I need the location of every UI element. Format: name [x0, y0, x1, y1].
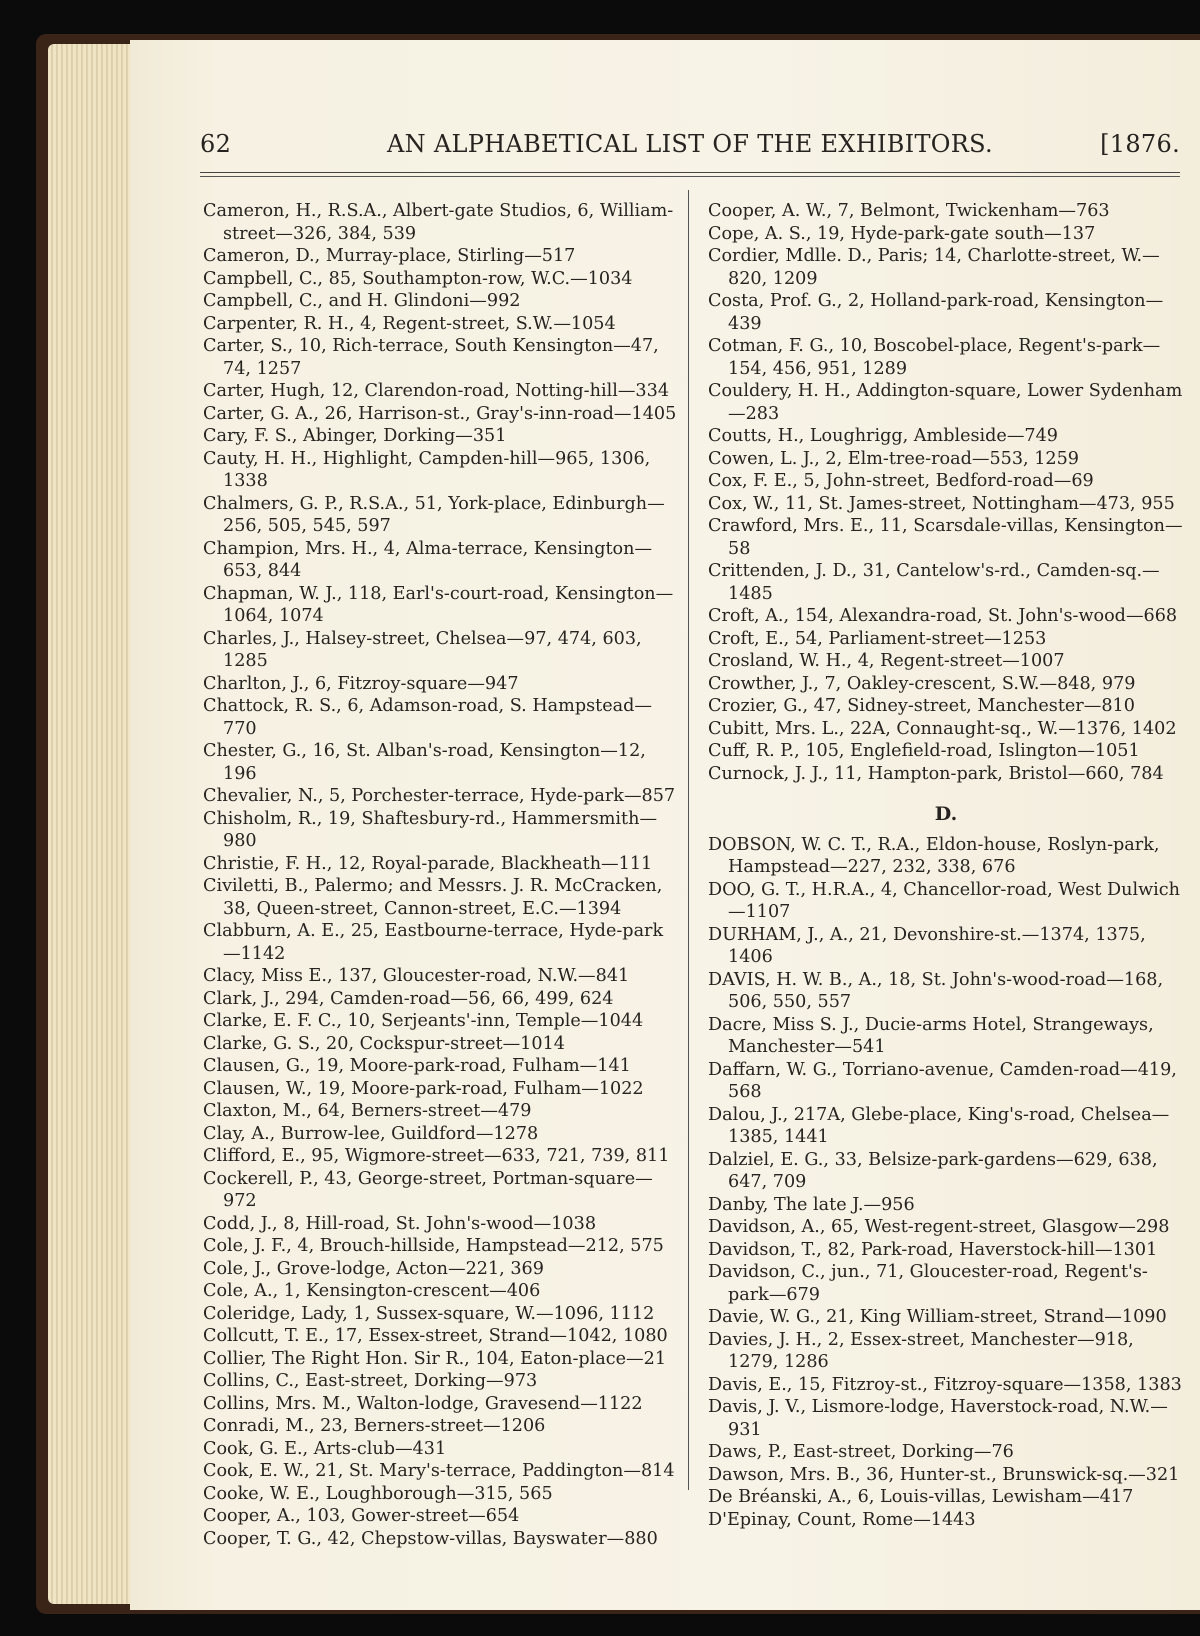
list-item: Cooper, A. W., 7, Belmont, Twickenham—763: [708, 201, 1110, 221]
list-item: Crozier, G., 47, Sidney-street, Manchester—810: [708, 696, 1135, 716]
list-item: Cook, E. W., 21, St. Mary's-terrace, Paddington—814: [203, 1461, 675, 1481]
list-item: Dalou, J., 217A, Glebe-place, King's-road, Chelsea—1385, 1441: [708, 1104, 1170, 1147]
list-item: Cauty, H. H., Highlight, Campden-hill—965, 1306, 1338: [203, 448, 651, 491]
list-item: Crittenden, J. D., 31, Cantelow's-rd., Camden-sq.—1485: [708, 561, 1160, 604]
list-item: Charles, J., Halsey-street, Chelsea—97, 474, 603, 1285: [203, 628, 642, 671]
list-item: Daws, P., East-street, Dorking—76: [708, 1442, 1014, 1462]
list-item: Cubitt, Mrs. L., 22A, Connaught-sq., W.—1376, 1402: [708, 718, 1177, 739]
list-item: Cox, W., 11, St. James-street, Nottingham—473, 955: [708, 493, 1175, 514]
list-item: Cole, J. F., 4, Brouch-hillside, Hampstead—212, 575: [203, 1236, 664, 1256]
list-item: Clausen, W., 19, Moore-park-road, Fulham—1022: [203, 1078, 644, 1099]
list-item: Clark, J., 294, Camden-road—56, 66, 499, 624: [203, 988, 614, 1009]
list-item: DURHAM, J., A., 21, Devonshire-st.—1374, 1375, 1406: [708, 924, 1146, 967]
list-item: Croft, A., 154, Alexandra-road, St. John's-wood—668: [708, 606, 1178, 626]
list-item: DAVIS, H. W. B., A., 18, St. John's-wood-road—168, 506, 550, 557: [708, 969, 1164, 1012]
list-item: Cameron, H., R.S.A., Albert-gate Studios, 6, William-street—326, 384, 539: [203, 201, 674, 244]
list-item: Davis, E., 15, Fitzroy-st., Fitzroy-square—1358, 1383: [708, 1374, 1182, 1395]
list-item: Davies, J. H., 2, Essex-street, Manchester—918, 1279, 1286: [708, 1329, 1134, 1372]
list-item: Collins, Mrs. M., Walton-lodge, Gravesend—1122: [203, 1393, 643, 1414]
list-item: Clausen, G., 19, Moore-park-road, Fulham—141: [203, 1056, 631, 1076]
list-item: Curnock, J. J., 11, Hampton-park, Bristol—660, 784: [708, 763, 1164, 784]
list-item: Collins, C., East-street, Dorking—973: [203, 1371, 538, 1391]
list-item: Cooke, W. E., Loughborough—315, 565: [203, 1483, 553, 1504]
section-d-entries: [708, 834, 1184, 1532]
list-item: Cockerell, P., 43, George-street, Portman-square—972: [203, 1168, 653, 1211]
list-item: Coutts, H., Loughrigg, Ambleside—749: [708, 426, 1059, 446]
list-item: Davis, J. V., Lismore-lodge, Haverstock-road, N.W.—931: [708, 1397, 1168, 1440]
list-item: Cameron, D., Murray-place, Stirling—517: [203, 246, 576, 266]
list-item: Clarke, G. S., 20, Cockspur-street—1014: [203, 1033, 565, 1054]
list-item: Cook, G. E., Arts-club—431: [203, 1438, 447, 1459]
list-item: Cowen, L. J., 2, Elm-tree-road—553, 1259: [708, 448, 1079, 469]
right-column: [708, 200, 1184, 1531]
list-item: Codd, J., 8, Hill-road, St. John's-wood—1038: [203, 1213, 597, 1234]
list-item: Couldery, H. H., Addington-square, Lower Sydenham—283: [708, 381, 1183, 424]
list-item: DOO, G. T., H.R.A., 4, Chancellor-road, West Dulwich—1107: [708, 879, 1180, 922]
list-item: Cooper, A., 103, Gower-street—654: [203, 1506, 520, 1526]
list-item: Chalmers, G. P., R.S.A., 51, York-place, Edinburgh—256, 505, 545, 597: [203, 493, 665, 536]
list-item: Davidson, T., 82, Park-road, Haverstock-hill—1301: [708, 1239, 1158, 1260]
running-head: [200, 130, 1180, 170]
page-title: AN ALPHABETICAL LIST OF THE EXHIBITORS.: [387, 130, 993, 158]
list-item: Coleridge, Lady, 1, Sussex-square, W.—1096, 1112: [203, 1303, 655, 1324]
list-item: Dacre, Miss S. J., Ducie-arms Hotel, Strangeways, Manchester—541: [708, 1014, 1154, 1057]
list-item: Conradi, M., 23, Berners-street—1206: [203, 1416, 546, 1436]
list-item: Carter, S., 10, Rich-terrace, South Kensington—47, 74, 1257: [203, 336, 659, 379]
list-item: Danby, The late J.—956: [708, 1194, 915, 1215]
list-item: Cotman, F. G., 10, Boscobel-place, Regent's-park—154, 456, 951, 1289: [708, 336, 1161, 379]
list-item: Cope, A. S., 19, Hyde-park-gate south—137: [708, 223, 1096, 244]
list-item: Clarke, E. F. C., 10, Serjeants'-inn, Temple—1044: [203, 1011, 644, 1031]
list-item: Clifford, E., 95, Wigmore-street—633, 721, 739, 811: [203, 1146, 670, 1166]
list-item: Cox, F. E., 5, John-street, Bedford-road—69: [708, 471, 1094, 491]
list-item: Chapman, W. J., 118, Earl's-court-road, Kensington—1064, 1074: [203, 583, 674, 626]
list-item: Davie, W. G., 21, King William-street, Strand—1090: [708, 1307, 1167, 1327]
list-item: Cary, F. S., Abinger, Dorking—351: [203, 426, 507, 446]
list-item: Cuff, R. P., 105, Englefield-road, Islington—1051: [708, 741, 1140, 761]
list-item: Campbell, C., 85, Southampton-row, W.C.—1034: [203, 268, 633, 289]
list-item: Champion, Mrs. H., 4, Alma-terrace, Kensington—653, 844: [203, 538, 653, 581]
list-item: Chester, G., 16, St. Alban's-road, Kensington—12, 196: [203, 741, 646, 784]
list-item: Clacy, Miss E., 137, Gloucester-road, N.W.—841: [203, 966, 630, 986]
list-item: Chisholm, R., 19, Shaftesbury-rd., Hammersmith—980: [203, 808, 658, 851]
list-item: Davidson, C., jun., 71, Gloucester-road, Regent's-park—679: [708, 1262, 1148, 1305]
list-item: Daffarn, W. G., Torriano-avenue, Camden-road—419, 568: [708, 1059, 1177, 1102]
list-item: Charlton, J., 6, Fitzroy-square—947: [203, 673, 519, 694]
list-item: DOBSON, W. C. T., R.A., Eldon-house, Roslyn-park, Hampstead—227, 232, 338, 676: [708, 834, 1160, 877]
list-item: Davidson, A., 65, West-regent-street, Glasgow—298: [708, 1217, 1170, 1237]
header-rule: [200, 172, 1180, 173]
page-year: [1876.: [1100, 130, 1180, 158]
header-rule: [200, 176, 1180, 177]
left-column: [203, 200, 677, 1550]
list-item: Carpenter, R. H., 4, Regent-street, S.W.—1054: [203, 313, 616, 334]
list-item: Clay, A., Burrow-lee, Guildford—1278: [203, 1123, 539, 1144]
list-item: Cole, A., 1, Kensington-crescent—406: [203, 1281, 541, 1301]
page-edges: [48, 44, 138, 1604]
section-heading-d: D.: [934, 803, 958, 825]
list-item: Cooper, T. G., 42, Chepstow-villas, Bayswater—880: [203, 1528, 658, 1549]
list-item: Chevalier, N., 5, Porchester-terrace, Hyde-park—857: [203, 786, 676, 806]
list-item: Croft, E., 54, Parliament-street—1253: [708, 628, 1047, 649]
list-item: Carter, G. A., 26, Harrison-st., Gray's-inn-road—1405: [203, 403, 677, 424]
list-item: Crosland, W. H., 4, Regent-street—1007: [708, 651, 1065, 671]
book-page: [130, 40, 1200, 1610]
list-item: De Bréanski, A., 6, Louis-villas, Lewisham—417: [708, 1487, 1134, 1507]
list-item: Collcutt, T. E., 17, Essex-street, Strand—1042, 1080: [203, 1326, 668, 1346]
list-item: Chattock, R. S., 6, Adamson-road, S. Hampstead—770: [203, 696, 652, 739]
list-item: Cole, J., Grove-lodge, Acton—221, 369: [203, 1258, 544, 1279]
list-item: Crowther, J., 7, Oakley-crescent, S.W.—848, 979: [708, 673, 1136, 694]
list-item: Carter, Hugh, 12, Clarendon-road, Notting-hill—334: [203, 381, 670, 401]
list-item: Crawford, Mrs. E., 11, Scarsdale-villas, Kensington—58: [708, 516, 1183, 559]
list-item: D'Epinay, Count, Rome—1443: [708, 1509, 976, 1530]
page-number: 62: [200, 130, 232, 158]
column-divider: [688, 190, 689, 1490]
list-item: Dalziel, E. G., 33, Belsize-park-gardens—629, 638, 647, 709: [708, 1149, 1158, 1192]
list-item: Claxton, M., 64, Berners-street—479: [203, 1101, 532, 1121]
list-item: Christie, F. H., 12, Royal-parade, Blackheath—111: [203, 853, 653, 874]
list-item: Collier, The Right Hon. Sir R., 104, Eaton-place—21: [203, 1348, 667, 1369]
list-item: Costa, Prof. G., 2, Holland-park-road, Kensington—439: [708, 291, 1164, 334]
list-item: Dawson, Mrs. B., 36, Hunter-st., Brunswick-sq.—321: [708, 1464, 1180, 1485]
right-column-entries: [708, 200, 1184, 785]
list-item: Clabburn, A. E., 25, Eastbourne-terrace, Hyde-park—1142: [203, 921, 664, 964]
list-item: Civiletti, B., Palermo; and Messrs. J. R. McCracken, 38, Queen-street, Cannon-street, E.C.—1394: [203, 876, 663, 919]
list-item: Campbell, C., and H. Glindoni—992: [203, 291, 521, 311]
list-item: Cordier, Mdlle. D., Paris; 14, Charlotte-street, W.—820, 1209: [708, 246, 1160, 289]
